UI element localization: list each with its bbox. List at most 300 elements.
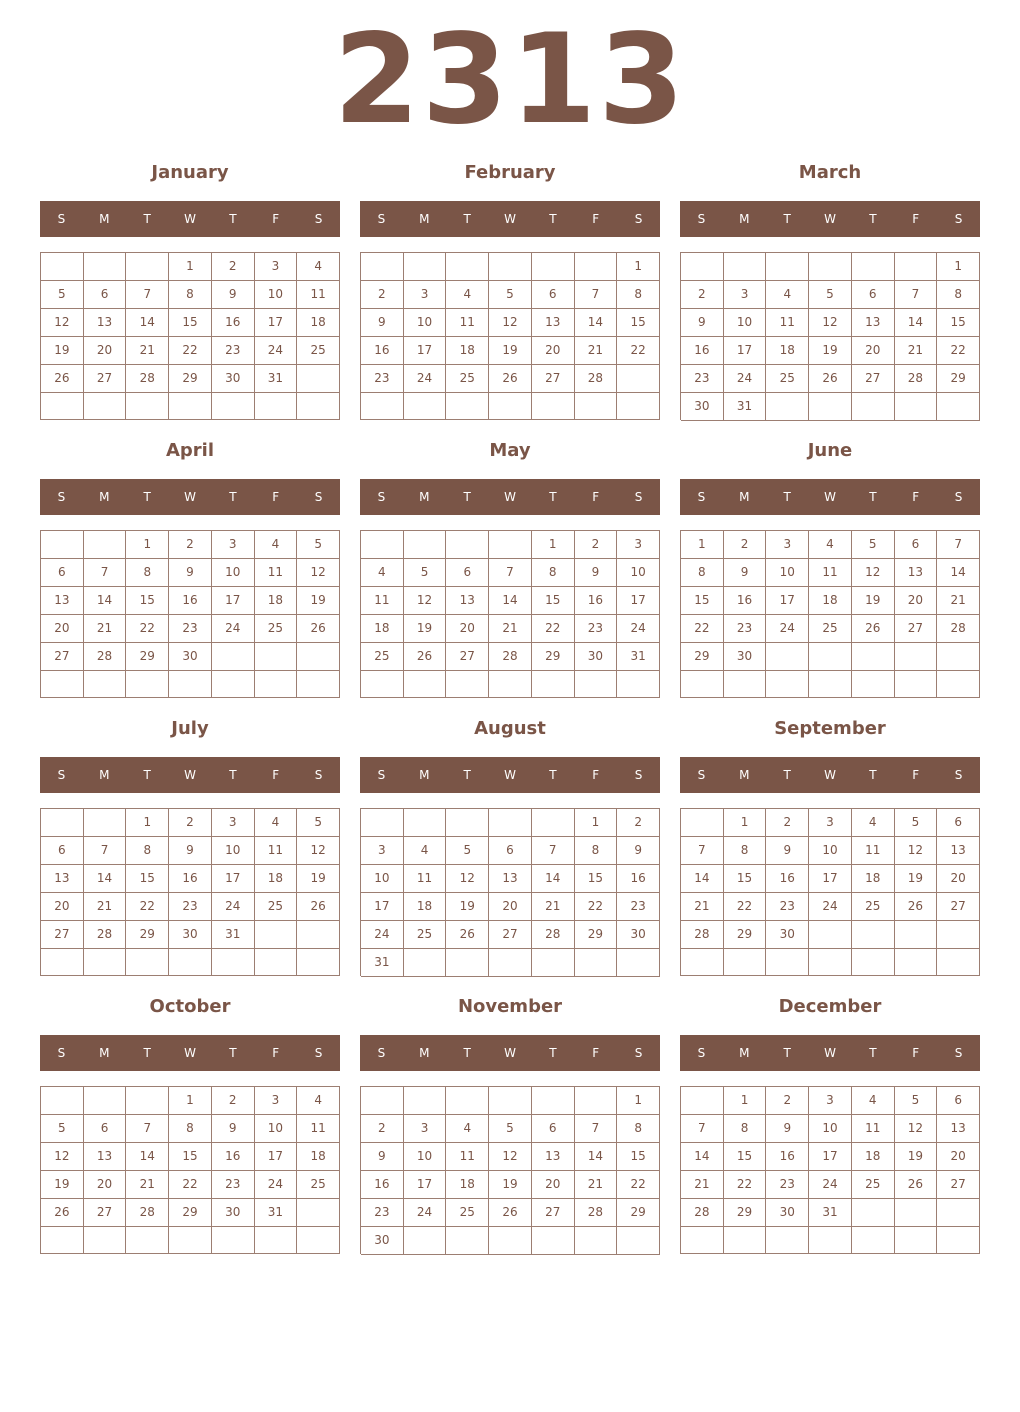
- day-cell: 6: [852, 281, 895, 309]
- day-cell: 29: [575, 921, 618, 949]
- weekday-label: S: [377, 212, 386, 226]
- empty-day-cell: [766, 253, 809, 281]
- day-cell: 15: [681, 587, 724, 615]
- weekday-header: [680, 201, 980, 237]
- empty-day-cell: [937, 393, 980, 421]
- day-cell: 9: [169, 837, 212, 865]
- day-cell: 13: [446, 587, 489, 615]
- day-grid: [360, 1086, 660, 1254]
- day-cell: 21: [532, 893, 575, 921]
- day-cell: 31: [809, 1199, 852, 1227]
- day-cell: 22: [126, 615, 169, 643]
- empty-day-cell: [937, 921, 980, 949]
- empty-day-cell: [489, 949, 532, 977]
- empty-day-cell: [404, 1227, 447, 1255]
- day-cell: 23: [212, 337, 255, 365]
- day-cell: 15: [937, 309, 980, 337]
- day-cell: 28: [489, 643, 532, 671]
- empty-day-cell: [575, 1227, 618, 1255]
- day-cell: 26: [489, 365, 532, 393]
- day-cell: 28: [575, 1199, 618, 1227]
- day-cell: 24: [255, 1171, 298, 1199]
- day-cell: 26: [852, 615, 895, 643]
- day-cell: 29: [617, 1199, 660, 1227]
- weekday-label: M: [419, 1046, 430, 1060]
- day-cell: 14: [84, 865, 127, 893]
- empty-day-cell: [809, 1227, 852, 1254]
- empty-day-cell: [126, 671, 169, 698]
- day-cell: 4: [255, 809, 298, 837]
- weekday-label: T: [463, 490, 471, 504]
- day-cell: 1: [126, 531, 169, 559]
- weekday-label: M: [739, 768, 750, 782]
- month-name: December: [778, 996, 882, 1017]
- empty-day-cell: [937, 671, 980, 698]
- empty-day-cell: [404, 809, 447, 837]
- weekday-label: M: [99, 212, 110, 226]
- day-cell: 30: [361, 1227, 404, 1255]
- empty-day-cell: [852, 1199, 895, 1227]
- day-cell: 6: [41, 837, 84, 865]
- empty-day-cell: [895, 949, 938, 976]
- empty-day-cell: [617, 393, 660, 420]
- month-october: [40, 992, 340, 1262]
- empty-day-cell: [84, 1227, 127, 1254]
- day-cell: 18: [297, 309, 340, 337]
- month-name: November: [457, 996, 563, 1017]
- day-cell: 5: [404, 559, 447, 587]
- day-cell: 18: [852, 865, 895, 893]
- day-cell: 25: [255, 893, 298, 921]
- empty-day-cell: [852, 253, 895, 281]
- day-cell: 19: [852, 587, 895, 615]
- day-cell: 27: [532, 1199, 575, 1227]
- day-cell: 10: [809, 1115, 852, 1143]
- day-cell: 16: [212, 1143, 255, 1171]
- weekday-label: F: [912, 1046, 920, 1060]
- weekday-label: F: [272, 768, 280, 782]
- day-cell: 28: [575, 365, 618, 393]
- day-cell: 29: [126, 921, 169, 949]
- day-cell: 12: [297, 559, 340, 587]
- day-cell: 30: [169, 643, 212, 671]
- day-cell: 26: [446, 921, 489, 949]
- day-cell: 4: [297, 1087, 340, 1115]
- weekday-label: W: [184, 212, 196, 226]
- empty-day-cell: [404, 1087, 447, 1115]
- weekday-header: [360, 479, 660, 515]
- day-cell: 9: [766, 1115, 809, 1143]
- day-cell: 28: [895, 365, 938, 393]
- day-cell: 14: [532, 865, 575, 893]
- empty-day-cell: [126, 1227, 169, 1254]
- empty-day-cell: [532, 1227, 575, 1255]
- empty-day-cell: [212, 949, 255, 976]
- empty-day-cell: [532, 253, 575, 281]
- day-cell: 8: [681, 559, 724, 587]
- day-cell: 12: [489, 309, 532, 337]
- day-cell: 8: [937, 281, 980, 309]
- empty-day-cell: [617, 365, 660, 393]
- day-cell: 2: [766, 1087, 809, 1115]
- day-cell: 1: [169, 253, 212, 281]
- day-cell: 3: [724, 281, 767, 309]
- day-cell: 19: [297, 865, 340, 893]
- day-cell: 17: [617, 587, 660, 615]
- weekday-label: S: [57, 768, 66, 782]
- empty-day-cell: [766, 1227, 809, 1254]
- day-cell: 12: [404, 587, 447, 615]
- day-cell: 10: [766, 559, 809, 587]
- empty-day-cell: [809, 643, 852, 671]
- weekday-label: S: [634, 1046, 643, 1060]
- weekday-label: T: [229, 1046, 237, 1060]
- month-may: [360, 436, 660, 706]
- empty-day-cell: [446, 1227, 489, 1255]
- day-cell: 31: [724, 393, 767, 421]
- day-cell: 29: [724, 1199, 767, 1227]
- weekday-header: [40, 757, 340, 793]
- day-cell: 2: [212, 253, 255, 281]
- month-september: [680, 714, 980, 984]
- day-cell: 7: [126, 281, 169, 309]
- day-cell: 13: [489, 865, 532, 893]
- empty-day-cell: [809, 393, 852, 421]
- day-cell: 24: [255, 337, 298, 365]
- weekday-label: S: [314, 768, 323, 782]
- day-cell: 5: [41, 281, 84, 309]
- day-cell: 15: [617, 1143, 660, 1171]
- day-cell: 25: [852, 893, 895, 921]
- weekday-label: S: [377, 1046, 386, 1060]
- weekday-label: S: [954, 212, 963, 226]
- day-cell: 10: [809, 837, 852, 865]
- day-grid: [40, 1086, 340, 1254]
- empty-day-cell: [575, 949, 618, 977]
- day-grid: [40, 252, 340, 420]
- day-cell: 7: [895, 281, 938, 309]
- month-name: July: [171, 718, 209, 739]
- day-cell: 20: [41, 615, 84, 643]
- empty-day-cell: [41, 253, 84, 281]
- day-cell: 24: [212, 615, 255, 643]
- weekday-label: S: [697, 490, 706, 504]
- day-cell: 15: [575, 865, 618, 893]
- day-cell: 10: [212, 837, 255, 865]
- day-cell: 28: [84, 921, 127, 949]
- day-cell: 8: [169, 281, 212, 309]
- day-cell: 14: [126, 1143, 169, 1171]
- day-cell: 7: [84, 559, 127, 587]
- day-cell: 7: [126, 1115, 169, 1143]
- day-cell: 15: [617, 309, 660, 337]
- day-cell: 20: [895, 587, 938, 615]
- weekday-label: S: [697, 212, 706, 226]
- empty-day-cell: [895, 671, 938, 698]
- empty-day-cell: [297, 949, 340, 976]
- day-cell: 2: [361, 1115, 404, 1143]
- day-cell: 26: [809, 365, 852, 393]
- empty-day-cell: [681, 671, 724, 698]
- day-cell: 5: [852, 531, 895, 559]
- day-cell: 30: [766, 921, 809, 949]
- weekday-label: W: [504, 212, 516, 226]
- weekday-header: [680, 479, 980, 515]
- weekday-label: W: [824, 768, 836, 782]
- day-cell: 12: [41, 1143, 84, 1171]
- day-cell: 10: [724, 309, 767, 337]
- weekday-label: W: [184, 1046, 196, 1060]
- empty-day-cell: [212, 1227, 255, 1254]
- day-cell: 1: [617, 1087, 660, 1115]
- empty-day-cell: [446, 253, 489, 281]
- weekday-label: T: [143, 768, 151, 782]
- empty-day-cell: [446, 531, 489, 559]
- day-cell: 18: [255, 865, 298, 893]
- day-cell: 18: [361, 615, 404, 643]
- day-cell: 12: [895, 837, 938, 865]
- day-cell: 1: [575, 809, 618, 837]
- day-cell: 6: [532, 1115, 575, 1143]
- day-cell: 20: [532, 337, 575, 365]
- day-cell: 26: [895, 1171, 938, 1199]
- day-cell: 17: [361, 893, 404, 921]
- day-cell: 31: [255, 1199, 298, 1227]
- empty-day-cell: [41, 671, 84, 698]
- day-cell: 13: [895, 559, 938, 587]
- weekday-label: S: [377, 768, 386, 782]
- weekday-label: M: [739, 490, 750, 504]
- weekday-label: S: [634, 490, 643, 504]
- day-cell: 21: [84, 615, 127, 643]
- empty-day-cell: [297, 1227, 340, 1254]
- day-cell: 3: [766, 531, 809, 559]
- day-cell: 9: [212, 281, 255, 309]
- day-cell: 15: [126, 865, 169, 893]
- day-cell: 26: [297, 893, 340, 921]
- weekday-label: F: [272, 1046, 280, 1060]
- day-cell: 7: [532, 837, 575, 865]
- weekday-label: T: [143, 1046, 151, 1060]
- day-grid: [680, 252, 980, 420]
- weekday-label: T: [869, 1046, 877, 1060]
- day-cell: 11: [766, 309, 809, 337]
- empty-day-cell: [489, 393, 532, 420]
- empty-day-cell: [126, 393, 169, 420]
- weekday-label: S: [634, 212, 643, 226]
- weekday-header: [40, 201, 340, 237]
- month-name: August: [474, 718, 546, 739]
- empty-day-cell: [446, 671, 489, 698]
- empty-day-cell: [937, 643, 980, 671]
- day-cell: 26: [41, 1199, 84, 1227]
- empty-day-cell: [724, 1227, 767, 1254]
- weekday-label: S: [57, 1046, 66, 1060]
- empty-day-cell: [84, 253, 127, 281]
- empty-day-cell: [724, 671, 767, 698]
- day-cell: 14: [489, 587, 532, 615]
- day-cell: 7: [681, 837, 724, 865]
- day-cell: 18: [446, 337, 489, 365]
- day-cell: 4: [404, 837, 447, 865]
- day-cell: 31: [361, 949, 404, 977]
- day-cell: 29: [532, 643, 575, 671]
- empty-day-cell: [895, 1199, 938, 1227]
- day-cell: 2: [361, 281, 404, 309]
- day-cell: 19: [489, 337, 532, 365]
- day-cell: 26: [297, 615, 340, 643]
- day-grid: [40, 530, 340, 698]
- month-name: April: [165, 440, 215, 461]
- day-cell: 1: [937, 253, 980, 281]
- day-cell: 19: [41, 337, 84, 365]
- weekday-label: T: [229, 490, 237, 504]
- day-cell: 3: [212, 809, 255, 837]
- empty-day-cell: [41, 809, 84, 837]
- day-cell: 22: [724, 1171, 767, 1199]
- month-name: September: [774, 718, 886, 739]
- empty-day-cell: [489, 671, 532, 698]
- day-cell: 26: [489, 1199, 532, 1227]
- month-name: October: [149, 996, 231, 1017]
- day-cell: 16: [766, 865, 809, 893]
- day-cell: 12: [809, 309, 852, 337]
- empty-day-cell: [895, 1227, 938, 1254]
- day-cell: 3: [404, 1115, 447, 1143]
- empty-day-cell: [41, 1227, 84, 1254]
- empty-day-cell: [84, 531, 127, 559]
- day-grid: [360, 808, 660, 976]
- day-cell: 8: [724, 1115, 767, 1143]
- empty-day-cell: [681, 949, 724, 976]
- year-title: 2313: [333, 8, 687, 152]
- weekday-label: M: [99, 1046, 110, 1060]
- day-grid: [680, 808, 980, 976]
- weekday-label: S: [57, 212, 66, 226]
- day-cell: 15: [169, 1143, 212, 1171]
- day-cell: 10: [617, 559, 660, 587]
- day-cell: 24: [766, 615, 809, 643]
- day-cell: 30: [169, 921, 212, 949]
- day-cell: 22: [532, 615, 575, 643]
- day-cell: 29: [937, 365, 980, 393]
- empty-day-cell: [532, 809, 575, 837]
- day-cell: 12: [489, 1143, 532, 1171]
- weekday-label: M: [99, 768, 110, 782]
- day-grid: [360, 530, 660, 698]
- day-grid: [680, 1086, 980, 1254]
- day-cell: 10: [404, 309, 447, 337]
- day-cell: 23: [361, 365, 404, 393]
- empty-day-cell: [852, 949, 895, 976]
- empty-day-cell: [126, 1087, 169, 1115]
- day-cell: 11: [852, 1115, 895, 1143]
- day-cell: 28: [532, 921, 575, 949]
- day-cell: 8: [126, 837, 169, 865]
- day-cell: 3: [255, 1087, 298, 1115]
- weekday-label: S: [57, 490, 66, 504]
- day-cell: 16: [169, 865, 212, 893]
- day-cell: 6: [895, 531, 938, 559]
- day-grid: [360, 252, 660, 420]
- day-cell: 27: [937, 893, 980, 921]
- day-cell: 5: [297, 809, 340, 837]
- day-cell: 17: [809, 1143, 852, 1171]
- day-cell: 29: [681, 643, 724, 671]
- empty-day-cell: [617, 1227, 660, 1255]
- empty-day-cell: [532, 671, 575, 698]
- day-cell: 11: [255, 837, 298, 865]
- day-cell: 10: [255, 1115, 298, 1143]
- empty-day-cell: [766, 671, 809, 698]
- weekday-label: T: [869, 212, 877, 226]
- weekday-label: T: [143, 490, 151, 504]
- day-cell: 19: [895, 865, 938, 893]
- day-cell: 25: [255, 615, 298, 643]
- day-cell: 10: [255, 281, 298, 309]
- day-cell: 8: [532, 559, 575, 587]
- day-cell: 21: [895, 337, 938, 365]
- empty-day-cell: [852, 671, 895, 698]
- month-name: May: [489, 440, 531, 461]
- weekday-label: T: [549, 768, 557, 782]
- day-cell: 3: [617, 531, 660, 559]
- day-cell: 5: [297, 531, 340, 559]
- day-cell: 7: [575, 281, 618, 309]
- empty-day-cell: [446, 1087, 489, 1115]
- weekday-header: [360, 1035, 660, 1071]
- weekday-label: W: [504, 768, 516, 782]
- day-cell: 20: [41, 893, 84, 921]
- month-name: June: [807, 440, 853, 461]
- day-cell: 23: [169, 893, 212, 921]
- weekday-label: S: [314, 490, 323, 504]
- day-cell: 12: [895, 1115, 938, 1143]
- day-cell: 11: [255, 559, 298, 587]
- empty-day-cell: [489, 1227, 532, 1255]
- day-cell: 7: [84, 837, 127, 865]
- empty-day-cell: [126, 253, 169, 281]
- weekday-header: [680, 1035, 980, 1071]
- empty-day-cell: [297, 921, 340, 949]
- weekday-header: [40, 479, 340, 515]
- empty-day-cell: [297, 671, 340, 698]
- day-cell: 16: [575, 587, 618, 615]
- weekday-label: S: [314, 212, 323, 226]
- day-cell: 4: [809, 531, 852, 559]
- day-cell: 6: [446, 559, 489, 587]
- day-cell: 30: [212, 1199, 255, 1227]
- day-cell: 29: [169, 365, 212, 393]
- empty-day-cell: [84, 1087, 127, 1115]
- day-cell: 2: [212, 1087, 255, 1115]
- day-cell: 9: [169, 559, 212, 587]
- day-cell: 1: [126, 809, 169, 837]
- empty-day-cell: [169, 671, 212, 698]
- weekday-label: F: [272, 490, 280, 504]
- weekday-label: S: [314, 1046, 323, 1060]
- day-cell: 25: [361, 643, 404, 671]
- empty-day-cell: [681, 253, 724, 281]
- day-cell: 9: [681, 309, 724, 337]
- day-cell: 18: [766, 337, 809, 365]
- empty-day-cell: [255, 1227, 298, 1254]
- empty-day-cell: [446, 809, 489, 837]
- empty-day-cell: [361, 531, 404, 559]
- weekday-label: F: [592, 212, 600, 226]
- day-cell: 14: [895, 309, 938, 337]
- day-cell: 30: [212, 365, 255, 393]
